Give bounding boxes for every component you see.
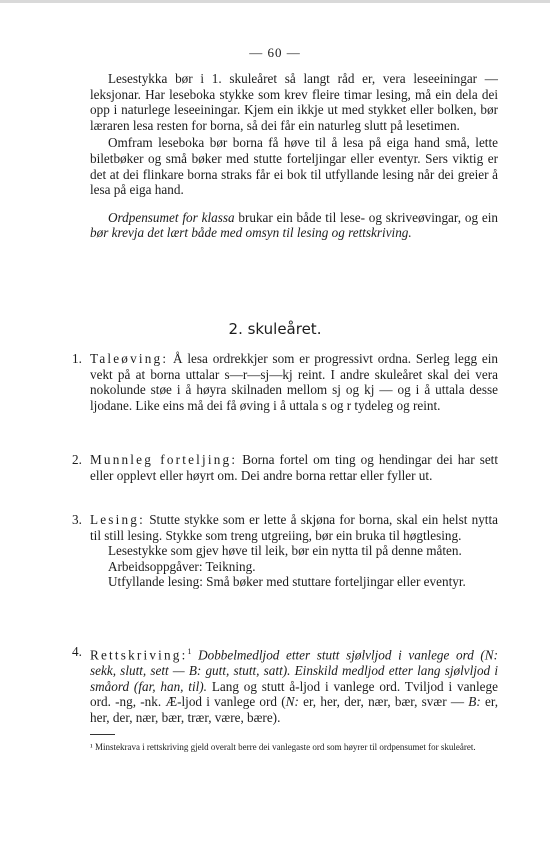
item-italic-1: Dobbelmedljod etter stutt sjølvljod i vanlege ord (N: sekk, slutt, sett — B: gutt, stutt, satt). Einskild medljod etter lang sjølvljod i småord (far, han, til). <box>90 647 498 694</box>
item-text-2: Lang og stutt å-ljod i vanlege ord. Tviljod i vanlege ord. -ng, -nk. Æ-ljod i vanlege ord ( <box>90 678 498 710</box>
item-3-extra-1: Lesestykke som gjev høve til leik, bør ein nytta til på denne måten. <box>108 543 462 559</box>
item-number: 4. <box>72 644 82 659</box>
para3-italic-c: bør krevja det lært både med omsyn til lesing og rettskriving. <box>90 225 412 241</box>
intro-section <box>90 71 498 241</box>
list-item-1 <box>72 351 498 413</box>
page-edge <box>0 0 550 3</box>
section-heading: 2. skuleåret. <box>228 320 322 338</box>
para3-text: brukar ein både til lese- og skriveøvingar, og ein <box>234 209 498 225</box>
list-item-3 <box>72 512 498 590</box>
item-number: 1. <box>72 351 82 366</box>
item-3-extra-3: Utfyllande lesing: Små bøker med stuttare forteljingar eller eventyr. <box>108 574 466 590</box>
item-title: Taleøving: <box>90 351 169 366</box>
item-number: 3. <box>72 512 82 527</box>
item-text-3: er, her, der, nær, bær, svær — <box>298 694 469 710</box>
footnote-marker: 1 <box>187 647 192 656</box>
footnote: ¹ Minstekrava i rettskriving gjeld overalt berre dei vanlegaste ord som høyrer til ordpensumet for skuleåret. <box>90 742 476 752</box>
page-number: — 60 — <box>249 45 301 60</box>
intro-paragraph-2: Omfram leseboka bør borna få høve til å lesa på eiga hand små, lette biletbøker og små bøker med stutte forteljingar eller eventyr. Sers viktig er det at dei flinkare borna straks får ei bok til utfyllande lesing når dei greier å lesa på eiga hand. <box>90 135 498 198</box>
item-italic-3: B: <box>468 694 481 710</box>
item-text: Å lesa ordrekkjer som er progressivt ordna. Serleg legg ein vekt på at borna uttalar s—r—sj—kj reint. I andre skuleåret skal dei vera nokolunde støe i å høyra skilnaden mellom sj og kj — og i å uttala desse ljodane. Like eins må dei få øving i å uttala s og r tydeleg og reint. <box>90 351 498 413</box>
item-italic-2: N: <box>285 694 299 710</box>
item-3-extra-2: Arbeidsoppgåver: Teikning. <box>108 558 256 574</box>
item-title: Rettskriving: <box>90 647 188 663</box>
item-number: 2. <box>72 452 82 467</box>
item-title: Munnleg forteljing: <box>90 452 238 467</box>
intro-paragraph-1: Lesestykka bør i 1. skuleåret så langt råd er, vera leseeiningar — leksjonar. Har leseboka stykke som krev fleire timar lesing, må ein dela dei opp i naturlege leseeiningar. Kjem ein ikkje ut med stykket eller bolken, bør læraren lesa resten for borna, så dei får ein naturleg slutt på lesetimen. <box>90 71 498 133</box>
item-title: Lesing: <box>90 512 145 527</box>
item-text: Stutte stykke som er lette å skjøna for borna, skal ein helst nytta til still lesing. Stykke som treng utgreiing, bør ein bruka til høgtlesing. <box>90 512 498 543</box>
item-text: Borna fortel om ting og hendingar dei har sett eller opplevt eller høyrt om. Dei andre borna rettar eller fyller ut. <box>90 452 499 483</box>
intro-paragraph-3 <box>90 210 498 241</box>
para3-italic-a: Ordpensumet for klassa <box>108 209 235 225</box>
list-item-4 <box>72 644 498 725</box>
item-text-4: er, her, der, nær, bær, trær, være, bære). <box>90 694 498 725</box>
list-item-2 <box>72 452 499 483</box>
footnote-rule <box>90 734 115 735</box>
